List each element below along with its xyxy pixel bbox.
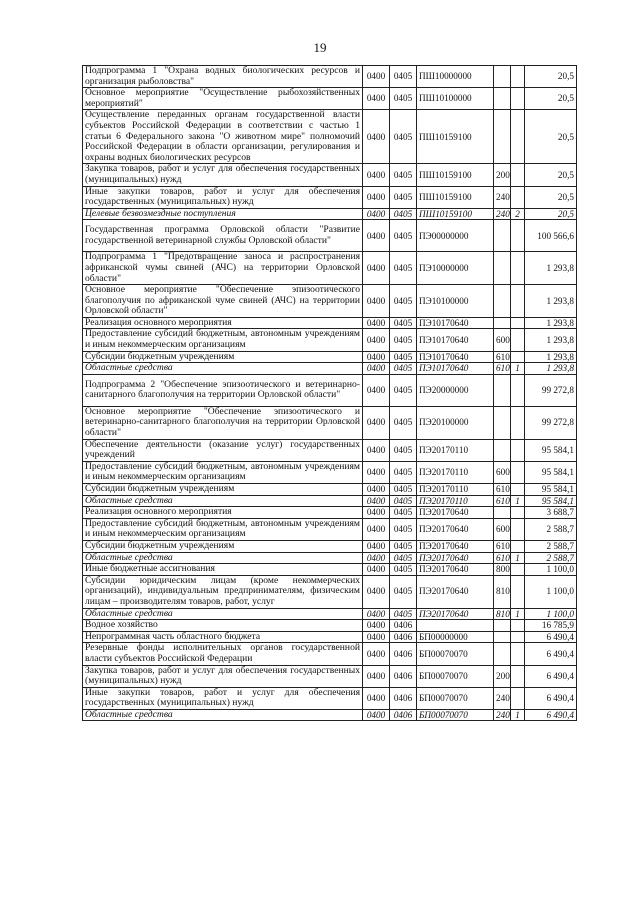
section-code-cell: 0400 <box>363 484 390 496</box>
table-row <box>83 220 577 252</box>
target-article-cell: ПЭ10100000 <box>417 285 494 318</box>
funding-source-cell <box>511 507 525 519</box>
target-article-cell: ПЭ20170110 <box>417 495 494 507</box>
subsection-code-cell: 0405 <box>390 88 417 110</box>
expense-type-cell: 610 <box>494 495 511 507</box>
funding-source-cell <box>511 687 525 709</box>
table-row <box>83 507 577 519</box>
section-code-cell: 0400 <box>363 186 390 208</box>
row-name-cell: Целевые безвозмездные поступления <box>83 208 363 220</box>
funding-source-cell <box>511 285 525 318</box>
table-row <box>83 665 577 687</box>
amount-cell: 6 490,4 <box>525 643 577 665</box>
expense-type-cell <box>494 66 511 88</box>
section-code-cell: 0400 <box>363 439 390 461</box>
amount-cell: 1 293,8 <box>525 329 577 351</box>
subsection-code-cell: 0405 <box>390 317 417 329</box>
section-code-cell: 0400 <box>363 540 390 552</box>
subsection-code-cell: 0405 <box>390 374 417 406</box>
funding-source-cell <box>511 351 525 363</box>
row-name-cell: Предоставление субсидий бюджетным, автономным учреждениям и иным некоммерческим организациям <box>83 461 363 483</box>
expense-type-cell: 610 <box>494 363 511 375</box>
amount-cell: 6 490,4 <box>525 687 577 709</box>
subsection-code-cell: 0405 <box>390 540 417 552</box>
funding-source-cell: 1 <box>511 709 525 721</box>
target-article-cell: ПЭ20100000 <box>417 406 494 439</box>
subsection-code-cell: 0406 <box>390 687 417 709</box>
row-name-cell: Подпрограмма 2 "Обеспечение эпизоотического и ветеринарно-санитарного благополучия на территории Орловской области" <box>83 374 363 406</box>
section-code-cell: 0400 <box>363 351 390 363</box>
subsection-code-cell: 0405 <box>390 329 417 351</box>
amount-cell: 100 566,6 <box>525 220 577 252</box>
subsection-code-cell: 0406 <box>390 620 417 632</box>
table-row <box>83 88 577 110</box>
funding-source-cell <box>511 518 525 540</box>
table-row <box>83 484 577 496</box>
row-name-cell: Областные средства <box>83 709 363 721</box>
target-article-cell: ПЭ20170110 <box>417 484 494 496</box>
expense-type-cell <box>494 252 511 285</box>
target-article-cell: ПЭ20170110 <box>417 439 494 461</box>
target-article-cell: ПШ10159100 <box>417 164 494 186</box>
target-article-cell: ПЭ20170640 <box>417 608 494 620</box>
funding-source-cell <box>511 110 525 164</box>
row-name-cell: Подпрограмма 1 "Предотвращение заноса и распространения африканской чумы свиней (АЧС) на территории Орловской области" <box>83 252 363 285</box>
subsection-code-cell: 0405 <box>390 186 417 208</box>
table-row <box>83 208 577 220</box>
amount-cell: 6 490,4 <box>525 665 577 687</box>
amount-cell: 99 272,8 <box>525 374 577 406</box>
subsection-code-cell: 0405 <box>390 461 417 483</box>
funding-source-cell <box>511 564 525 576</box>
amount-cell: 3 688,7 <box>525 507 577 519</box>
section-code-cell: 0400 <box>363 66 390 88</box>
amount-cell: 1 293,8 <box>525 351 577 363</box>
expense-type-cell: 240 <box>494 709 511 721</box>
amount-cell: 20,5 <box>525 110 577 164</box>
funding-source-cell <box>511 484 525 496</box>
expense-type-cell: 600 <box>494 329 511 351</box>
row-name-cell: Непрограммная часть областного бюджета <box>83 631 363 643</box>
expense-type-cell <box>494 220 511 252</box>
section-code-cell: 0400 <box>363 374 390 406</box>
row-name-cell: Субсидии бюджетным учреждениям <box>83 484 363 496</box>
funding-source-cell <box>511 631 525 643</box>
funding-source-cell <box>511 406 525 439</box>
funding-source-cell <box>511 252 525 285</box>
expense-type-cell <box>494 439 511 461</box>
target-article-cell: ПЭ20170640 <box>417 552 494 564</box>
target-article-cell: ПЭ20170640 <box>417 518 494 540</box>
row-name-cell: Основное мероприятие "Осуществление рыбохозяйственных мероприятий" <box>83 88 363 110</box>
table-row <box>83 186 577 208</box>
section-code-cell: 0400 <box>363 164 390 186</box>
row-name-cell: Иные бюджетные ассигнования <box>83 564 363 576</box>
table-row <box>83 285 577 318</box>
section-code-cell: 0400 <box>363 88 390 110</box>
amount-cell: 16 785,9 <box>525 620 577 632</box>
expense-type-cell: 610 <box>494 351 511 363</box>
target-article-cell: ПЭ20170640 <box>417 575 494 608</box>
table-row <box>83 439 577 461</box>
funding-source-cell: 1 <box>511 552 525 564</box>
row-name-cell: Областные средства <box>83 363 363 375</box>
funding-source-cell <box>511 461 525 483</box>
page-number: 19 <box>313 40 327 55</box>
funding-source-cell <box>511 164 525 186</box>
expense-type-cell: 600 <box>494 461 511 483</box>
amount-cell: 1 293,8 <box>525 317 577 329</box>
expense-type-cell <box>494 643 511 665</box>
target-article-cell: ПШ10159100 <box>417 208 494 220</box>
expense-type-cell: 240 <box>494 687 511 709</box>
funding-source-cell <box>511 329 525 351</box>
expense-type-cell <box>494 285 511 318</box>
section-code-cell: 0400 <box>363 208 390 220</box>
table-row <box>83 709 577 721</box>
table-row <box>83 110 577 164</box>
target-article-cell: ПЭ10170640 <box>417 329 494 351</box>
row-name-cell: Областные средства <box>83 495 363 507</box>
section-code-cell: 0400 <box>363 564 390 576</box>
target-article-cell: БП00070070 <box>417 665 494 687</box>
amount-cell: 1 100,0 <box>525 564 577 576</box>
target-article-cell: ПЭ10170640 <box>417 351 494 363</box>
subsection-code-cell: 0405 <box>390 252 417 285</box>
target-article-cell: ПШ10159100 <box>417 186 494 208</box>
funding-source-cell <box>511 88 525 110</box>
amount-cell: 6 490,4 <box>525 709 577 721</box>
funding-source-cell <box>511 665 525 687</box>
funding-source-cell <box>511 540 525 552</box>
row-name-cell: Реализация основного мероприятия <box>83 507 363 519</box>
expense-type-cell: 240 <box>494 208 511 220</box>
funding-source-cell <box>511 66 525 88</box>
row-name-cell: Иные закупки товаров, работ и услуг для обеспечения государственных (муниципальных) нужд <box>83 186 363 208</box>
table-row <box>83 620 577 632</box>
subsection-code-cell: 0405 <box>390 164 417 186</box>
table-row <box>83 461 577 483</box>
expense-type-cell: 240 <box>494 186 511 208</box>
row-name-cell: Субсидии юридическим лицам (кроме некоммерческих организаций), индивидуальным предпринимателям, физическим лицам – производителям товаров, работ, услуг <box>83 575 363 608</box>
table-row <box>83 687 577 709</box>
amount-cell: 2 588,7 <box>525 518 577 540</box>
subsection-code-cell: 0406 <box>390 709 417 721</box>
row-name-cell: Иные закупки товаров, работ и услуг для обеспечения государственных (муниципальных) нужд <box>83 687 363 709</box>
target-article-cell: ПШ10100000 <box>417 88 494 110</box>
amount-cell: 20,5 <box>525 66 577 88</box>
funding-source-cell <box>511 620 525 632</box>
row-name-cell: Подпрограмма 1 "Охрана водных биологических ресурсов и организация рыболовства" <box>83 66 363 88</box>
amount-cell: 95 584,1 <box>525 461 577 483</box>
expense-type-cell <box>494 406 511 439</box>
table-row <box>83 329 577 351</box>
expense-type-cell <box>494 374 511 406</box>
table-row <box>83 351 577 363</box>
section-code-cell: 0400 <box>363 665 390 687</box>
expense-type-cell <box>494 317 511 329</box>
section-code-cell: 0400 <box>363 631 390 643</box>
section-code-cell: 0400 <box>363 552 390 564</box>
subsection-code-cell: 0405 <box>390 110 417 164</box>
target-article-cell: БП00070070 <box>417 709 494 721</box>
expense-type-cell: 800 <box>494 564 511 576</box>
target-article-cell: ПШ10000000 <box>417 66 494 88</box>
subsection-code-cell: 0405 <box>390 575 417 608</box>
section-code-cell: 0400 <box>363 406 390 439</box>
subsection-code-cell: 0405 <box>390 507 417 519</box>
expense-type-cell <box>494 88 511 110</box>
section-code-cell: 0400 <box>363 643 390 665</box>
section-code-cell: 0400 <box>363 687 390 709</box>
funding-source-cell <box>511 317 525 329</box>
table-row <box>83 608 577 620</box>
budget-table-body <box>83 66 577 721</box>
table-row <box>83 643 577 665</box>
target-article-cell: ПЭ10170640 <box>417 363 494 375</box>
subsection-code-cell: 0405 <box>390 564 417 576</box>
section-code-cell: 0400 <box>363 575 390 608</box>
section-code-cell: 0400 <box>363 461 390 483</box>
subsection-code-cell: 0406 <box>390 631 417 643</box>
section-code-cell: 0400 <box>363 518 390 540</box>
expense-type-cell: 610 <box>494 552 511 564</box>
section-code-cell: 0400 <box>363 620 390 632</box>
table-row <box>83 317 577 329</box>
section-code-cell: 0400 <box>363 608 390 620</box>
subsection-code-cell: 0405 <box>390 351 417 363</box>
expense-type-cell <box>494 110 511 164</box>
amount-cell: 20,5 <box>525 164 577 186</box>
amount-cell: 20,5 <box>525 88 577 110</box>
row-name-cell: Субсидии бюджетным учреждениям <box>83 351 363 363</box>
subsection-code-cell: 0406 <box>390 665 417 687</box>
funding-source-cell: 1 <box>511 495 525 507</box>
row-name-cell: Субсидии бюджетным учреждениям <box>83 540 363 552</box>
expense-type-cell: 200 <box>494 665 511 687</box>
section-code-cell: 0400 <box>363 709 390 721</box>
table-row <box>83 564 577 576</box>
row-name-cell: Закупка товаров, работ и услуг для обеспечения государственных (муниципальных) нужд <box>83 164 363 186</box>
amount-cell: 2 588,7 <box>525 540 577 552</box>
subsection-code-cell: 0405 <box>390 439 417 461</box>
section-code-cell: 0400 <box>363 110 390 164</box>
row-name-cell: Основное мероприятие "Обеспечение эпизоотического и ветеринарно-санитарного благополучия на территории Орловской области" <box>83 406 363 439</box>
row-name-cell: Предоставление субсидий бюджетным, автономным учреждениям и иным некоммерческим организациям <box>83 329 363 351</box>
row-name-cell: Областные средства <box>83 552 363 564</box>
target-article-cell: ПЭ10170640 <box>417 317 494 329</box>
row-name-cell: Резервные фонды исполнительных органов государственной власти субъектов Российской Федерации <box>83 643 363 665</box>
funding-source-cell <box>511 220 525 252</box>
expense-type-cell: 610 <box>494 484 511 496</box>
row-name-cell: Водное хозяйство <box>83 620 363 632</box>
amount-cell: 2 588,7 <box>525 552 577 564</box>
funding-source-cell: 1 <box>511 608 525 620</box>
expense-type-cell: 200 <box>494 164 511 186</box>
amount-cell: 20,5 <box>525 186 577 208</box>
table-row <box>83 66 577 88</box>
funding-source-cell <box>511 643 525 665</box>
target-article-cell: ПЭ20170640 <box>417 507 494 519</box>
expense-type-cell <box>494 631 511 643</box>
budget-table <box>82 65 577 721</box>
section-code-cell: 0400 <box>363 329 390 351</box>
subsection-code-cell: 0405 <box>390 495 417 507</box>
amount-cell: 20,5 <box>525 208 577 220</box>
table-row <box>83 374 577 406</box>
table-row <box>83 164 577 186</box>
target-article-cell: БП00070070 <box>417 687 494 709</box>
table-row <box>83 495 577 507</box>
target-article-cell: БП00000000 <box>417 631 494 643</box>
target-article-cell: ПЭ20170640 <box>417 540 494 552</box>
target-article-cell <box>417 620 494 632</box>
amount-cell: 95 584,1 <box>525 439 577 461</box>
expense-type-cell: 600 <box>494 518 511 540</box>
row-name-cell: Реализация основного мероприятия <box>83 317 363 329</box>
table-row <box>83 252 577 285</box>
subsection-code-cell: 0405 <box>390 518 417 540</box>
amount-cell: 95 584,1 <box>525 495 577 507</box>
section-code-cell: 0400 <box>363 252 390 285</box>
expense-type-cell: 610 <box>494 540 511 552</box>
table-row <box>83 363 577 375</box>
amount-cell: 6 490,4 <box>525 631 577 643</box>
section-code-cell: 0400 <box>363 285 390 318</box>
amount-cell: 99 272,8 <box>525 406 577 439</box>
target-article-cell: ПЭ10000000 <box>417 252 494 285</box>
row-name-cell: Предоставление субсидий бюджетным, автономным учреждениям и иным некоммерческим организациям <box>83 518 363 540</box>
subsection-code-cell: 0405 <box>390 406 417 439</box>
subsection-code-cell: 0405 <box>390 363 417 375</box>
funding-source-cell <box>511 186 525 208</box>
amount-cell: 1 100,0 <box>525 608 577 620</box>
subsection-code-cell: 0405 <box>390 220 417 252</box>
subsection-code-cell: 0405 <box>390 484 417 496</box>
section-code-cell: 0400 <box>363 495 390 507</box>
row-name-cell: Обеспечение деятельности (оказание услуг) государственных учреждений <box>83 439 363 461</box>
expense-type-cell <box>494 507 511 519</box>
table-row <box>83 518 577 540</box>
table-row <box>83 540 577 552</box>
funding-source-cell <box>511 439 525 461</box>
row-name-cell: Основное мероприятие "Обеспечение эпизоотического благополучия по африканской чуме свиней (АЧС) на территории Орловской области" <box>83 285 363 318</box>
funding-source-cell: 2 <box>511 208 525 220</box>
row-name-cell: Осуществление переданных органам государственной власти субъектов Российской Федерации в соответствии с частью 1 статьи 6 Федерального закона "О животном мире" полномочий Российской Федерации в области организации, регулирования и охраны водных биологических ресурсов <box>83 110 363 164</box>
section-code-cell: 0400 <box>363 363 390 375</box>
section-code-cell: 0400 <box>363 507 390 519</box>
amount-cell: 1 293,8 <box>525 363 577 375</box>
table-row <box>83 575 577 608</box>
amount-cell: 1 100,0 <box>525 575 577 608</box>
section-code-cell: 0400 <box>363 220 390 252</box>
target-article-cell: ПШ10159100 <box>417 110 494 164</box>
subsection-code-cell: 0405 <box>390 208 417 220</box>
target-article-cell: ПЭ20000000 <box>417 374 494 406</box>
row-name-cell: Областные средства <box>83 608 363 620</box>
amount-cell: 95 584,1 <box>525 484 577 496</box>
funding-source-cell <box>511 575 525 608</box>
amount-cell: 1 293,8 <box>525 252 577 285</box>
subsection-code-cell: 0405 <box>390 66 417 88</box>
target-article-cell: ПЭ20170110 <box>417 461 494 483</box>
row-name-cell: Государственная программа Орловской области "Развитие государственной ветеринарной службы Орловской области" <box>83 220 363 252</box>
table-row <box>83 406 577 439</box>
amount-cell: 1 293,8 <box>525 285 577 318</box>
table-row <box>83 631 577 643</box>
table-row <box>83 552 577 564</box>
target-article-cell: ПЭ00000000 <box>417 220 494 252</box>
target-article-cell: ПЭ20170640 <box>417 564 494 576</box>
row-name-cell: Закупка товаров, работ и услуг для обеспечения государственных (муниципальных) нужд <box>83 665 363 687</box>
section-code-cell: 0400 <box>363 317 390 329</box>
expense-type-cell: 810 <box>494 575 511 608</box>
subsection-code-cell: 0405 <box>390 285 417 318</box>
subsection-code-cell: 0405 <box>390 608 417 620</box>
expense-type-cell <box>494 620 511 632</box>
subsection-code-cell: 0406 <box>390 643 417 665</box>
expense-type-cell: 810 <box>494 608 511 620</box>
target-article-cell: БП00070070 <box>417 643 494 665</box>
funding-source-cell: 1 <box>511 363 525 375</box>
subsection-code-cell: 0405 <box>390 552 417 564</box>
funding-source-cell <box>511 374 525 406</box>
